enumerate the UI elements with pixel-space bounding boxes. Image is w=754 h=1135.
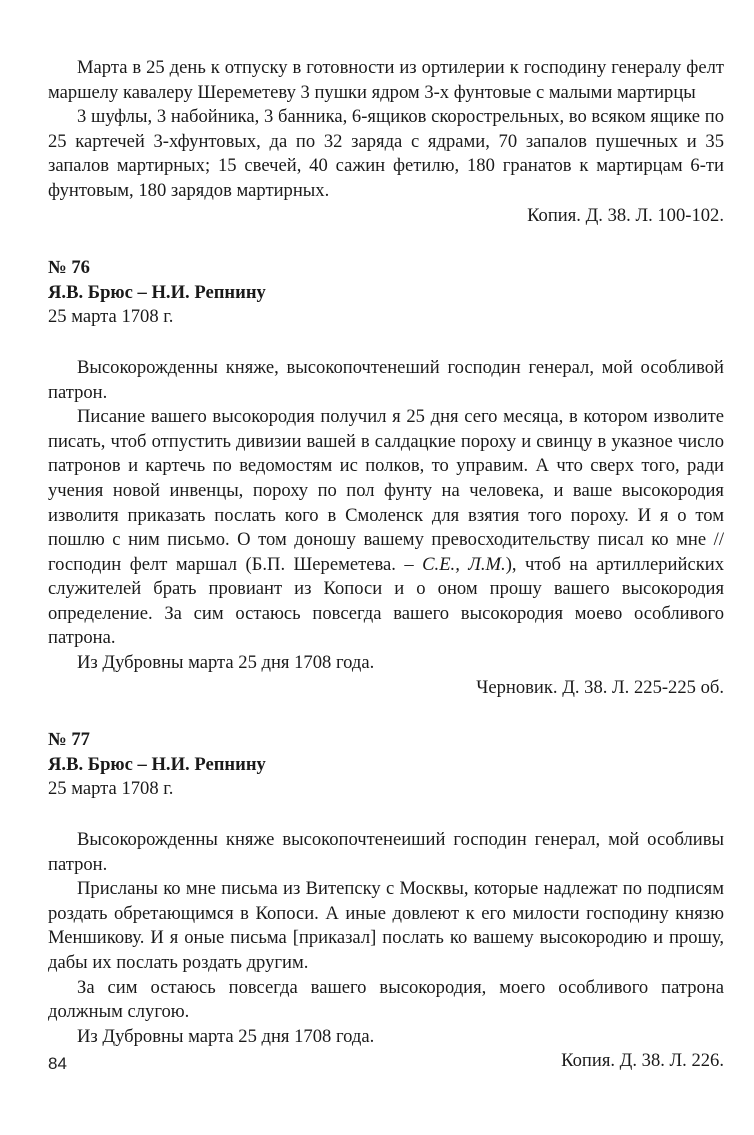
source-reference: Копия. Д. 38. Л. 226. <box>561 1050 724 1072</box>
paragraph-text: Писание вашего высокородия получил я 25 дня сего месяца, в котором изволите писать, чтоб отпустить дивизии вашей в салдацкие пороху и свинцу в указное число патронов и картечь по ведомостям ис полков, то управим. А что сверх того, ради учения новой инвенцы, пороху по пол фунту на человека, и ваше высокородия изволитя приказать послать кого в Смоленск для взятия того пороху. И я о том пошлю с ним письмо. О том доношу вашему превосходительству писал ко мне // господин фелт маршал (Б.П. Шереметева. – <box>48 406 724 575</box>
paragraph: 3 шуфлы, 3 набойника, 3 банника, 6-ящиков скорострельных, во всяком ящике по 25 картечей 3-хфунтовых, да по 32 заряда с ядрами, 70 запалов пушечных и 35 запалов мартирных; 15 свечей, 40 сажин фетилю, 180 гранатов к мартирцам 6-ти фунтовым, 180 зарядов мартирных. <box>48 106 724 201</box>
paragraph: Высокорожденны княже высокопочтенеиший господин генерал, мой особливы патрон. <box>48 829 724 875</box>
document-heading: Я.В. Брюс – Н.И. Репнину <box>48 753 266 775</box>
paragraph: За сим остаюсь повсегда вашего высокородия, моего особливого патрона должным слугою. <box>48 976 724 1023</box>
paragraph <box>48 405 724 651</box>
document-number: № 76 <box>48 257 90 279</box>
document-heading: Я.В. Брюс – Н.И. Репнину <box>48 281 266 303</box>
source-reference: Копия. Д. 38. Л. 100-102. <box>527 204 724 226</box>
document-date: 25 марта 1708 г. <box>48 778 174 800</box>
paragraph: Присланы ко мне письма из Витепску с Москвы, которые надлежат по подписям роздать обретающимся в Копоси. А иные довлеют к его милости господину князю Меншикову. И я оные письма [приказал] послать ко вашему высокородию и прошу, дабы их послать роздать другим. <box>48 878 724 973</box>
page-number: 84 <box>48 1054 67 1073</box>
editor-initials: С.Е., Л.М. <box>422 553 506 575</box>
document-number: № 77 <box>48 729 90 751</box>
paragraph: Высокорожденны княже, высокопочтенеший господин генерал, мой особливой патрон. <box>48 356 724 403</box>
document-date: 25 марта 1708 г. <box>48 306 174 328</box>
paragraph: Из Дубровны марта 25 дня 1708 года. <box>77 1025 375 1047</box>
document-page <box>48 56 724 1074</box>
paragraph: Из Дубровны марта 25 дня 1708 года. <box>77 652 375 674</box>
source-reference: Черновик. Д. 38. Л. 225-225 об. <box>476 676 724 698</box>
paragraph: Марта в 25 день к отпуску в готовности из ортилерии к господину генералу фелт маршелу кавалеру Шереметеву 3 пушки ядром 3-х фунтовые с малыми мартирцы <box>48 57 724 103</box>
paragraph-text: ), чтоб на артиллерийских служителей брать провиант из Копоси и о оном прошу вашего высокородия определение. За сим остаюсь повсегда вашего высокородия моево особливого патрона. <box>48 553 724 649</box>
